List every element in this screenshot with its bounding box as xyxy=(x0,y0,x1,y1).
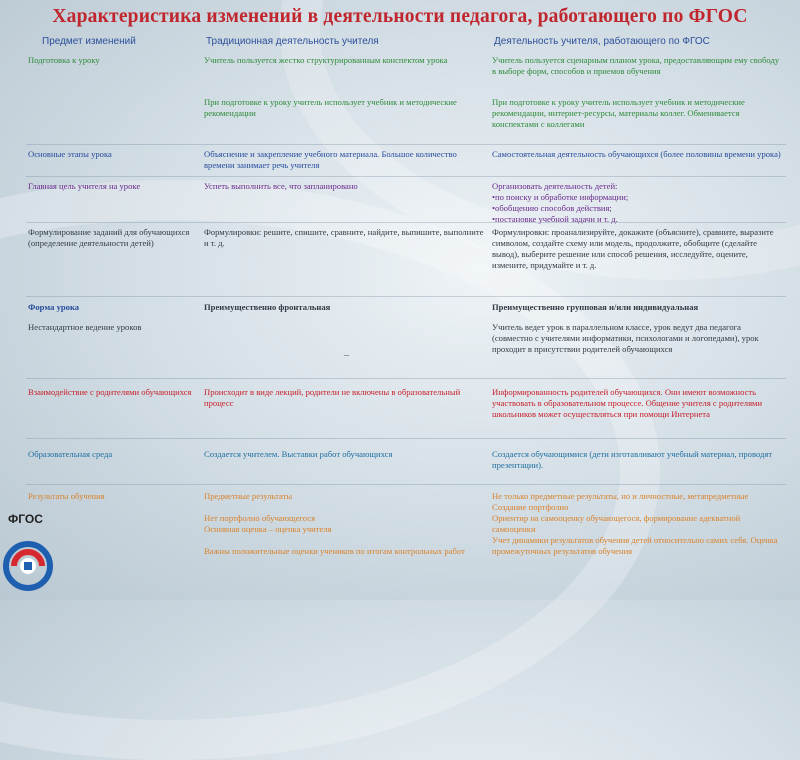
row-divider xyxy=(26,296,786,297)
row-traditional: Объяснение и закрепление учебного материала. Большое количество времени занимает речь учителя xyxy=(204,149,457,170)
row-traditional: При подготовке к уроку учитель использует учебник и методические рекомендации xyxy=(204,97,457,118)
result-line: Учет динамики результатов обучения детей относительно самих себя. Оценка промежуточных результатов обучения xyxy=(492,535,778,556)
header-fgos: Деятельность учителя, работающего по ФГОС xyxy=(494,36,710,47)
row-traditional: Успеть выполнить все, что запланировано xyxy=(204,181,358,191)
row-traditional: Преимущественно фронтальная xyxy=(204,302,331,312)
row-subject: Формулирование заданий для обучающихся (определение деятельности детей) xyxy=(28,227,190,248)
row-traditional: Происходит в виде лекций, родители не включены в образовательный процесс xyxy=(204,387,461,408)
row-subject: Основные этапы урока xyxy=(28,149,112,159)
row-divider xyxy=(26,438,786,439)
result-line xyxy=(204,535,486,546)
result-line: Создание портфолио xyxy=(492,502,569,512)
result-line xyxy=(204,502,486,513)
list-item: • по поиску и обработке информации; xyxy=(492,192,782,203)
row-traditional: _ xyxy=(344,346,349,357)
result-line: Не только предметные результаты, но и личностные, метапредметные xyxy=(492,491,749,501)
row-traditional: Создается учителем. Выставки работ обучающихся xyxy=(204,449,393,459)
row-fgos: Создается обучающимися (дети изготавливают учебный материал, проводят презентации). xyxy=(492,449,773,470)
row-traditional xyxy=(204,491,486,557)
row-subject: Образовательная среда xyxy=(28,449,113,459)
row-fgos: Информированность родителей обучающихся. Они имеют возможность участвовать в образовательном процессе. Общение учителя с родителями школьников может осуществляться при помощи Интернета xyxy=(492,387,763,419)
logo-label: ФГОС xyxy=(8,512,43,526)
row-fgos-intro: Организовать деятельность детей: xyxy=(492,181,618,191)
row-subject: Результаты обучения xyxy=(28,491,105,501)
row-subject: Подготовка к уроку xyxy=(28,55,100,65)
fgos-bullet-list xyxy=(492,192,782,225)
row-divider xyxy=(26,378,786,379)
row-fgos: Учитель пользуется сценарным планом урока, предоставляющим ему свободу в выборе форм, способов и приемов обучения xyxy=(492,55,780,76)
row-divider xyxy=(26,484,786,485)
list-item: • обобщению способов действия; xyxy=(492,203,782,214)
row-fgos: Формулировки: проанализируйте, докажите (объясните), сравните, выразите символом, создайте схему или модель, продолжите, обобщите (сделайте вывод), выберите решение или способ решения, исследуйте, оцените, измените, придумайте и т. д. xyxy=(492,227,774,270)
row-subject: Взаимодействие с родителями обучающихся xyxy=(28,387,192,397)
header-subject: Предмет изменений xyxy=(42,36,136,47)
result-line: Основная оценка – оценка учителя xyxy=(204,524,332,534)
list-item: • постановке учебной задачи и т. д. xyxy=(492,214,782,225)
row-fgos: Учитель ведет урок в параллельном классе, урок ведут два педагога (совместно с учителями информатики, психологами и логопедами), урок проходит в присутствии родителей обучающихся xyxy=(492,322,759,354)
result-line: Предметные результаты xyxy=(204,491,293,501)
row-divider xyxy=(26,176,786,177)
result-line: Важны положительные оценки учеников по итогам контрольных работ xyxy=(204,546,465,556)
row-fgos: При подготовке к уроку учитель использует учебник и методические рекомендации, интернет-ресурсы, материалы коллег. Обменивается конспектами с коллегами xyxy=(492,97,745,129)
page-title: Характеристика изменений в деятельности педагога, работающего по ФГОС xyxy=(52,6,748,27)
result-line: Нет портфолио обучающегося xyxy=(204,513,316,523)
row-traditional: Формулировки: решите, спишите, сравните, найдите, выпишите, выполните и т. д. xyxy=(204,227,484,248)
row-subject: Нестандартное ведение уроков xyxy=(28,322,142,332)
row-fgos: Преимущественно групповая и/или индивидуальная xyxy=(492,302,699,312)
row-subject: Форма урока xyxy=(28,302,80,312)
fgos-logo-icon xyxy=(2,508,58,598)
row-divider xyxy=(26,144,786,145)
header-traditional: Традиционная деятельность учителя xyxy=(206,36,379,47)
row-fgos xyxy=(492,491,782,557)
row-fgos xyxy=(492,181,782,225)
row-subject: Главная цель учителя на уроке xyxy=(28,181,141,191)
result-line: Ориентир на самооценку обучающегося, формирование адекватной самооценки xyxy=(492,513,741,534)
row-divider xyxy=(26,222,786,223)
row-traditional: Учитель пользуется жестко структурированным конспектом урока xyxy=(204,55,448,65)
row-fgos: Самостоятельная деятельность обучающихся (более половины времени урока) xyxy=(492,149,781,159)
